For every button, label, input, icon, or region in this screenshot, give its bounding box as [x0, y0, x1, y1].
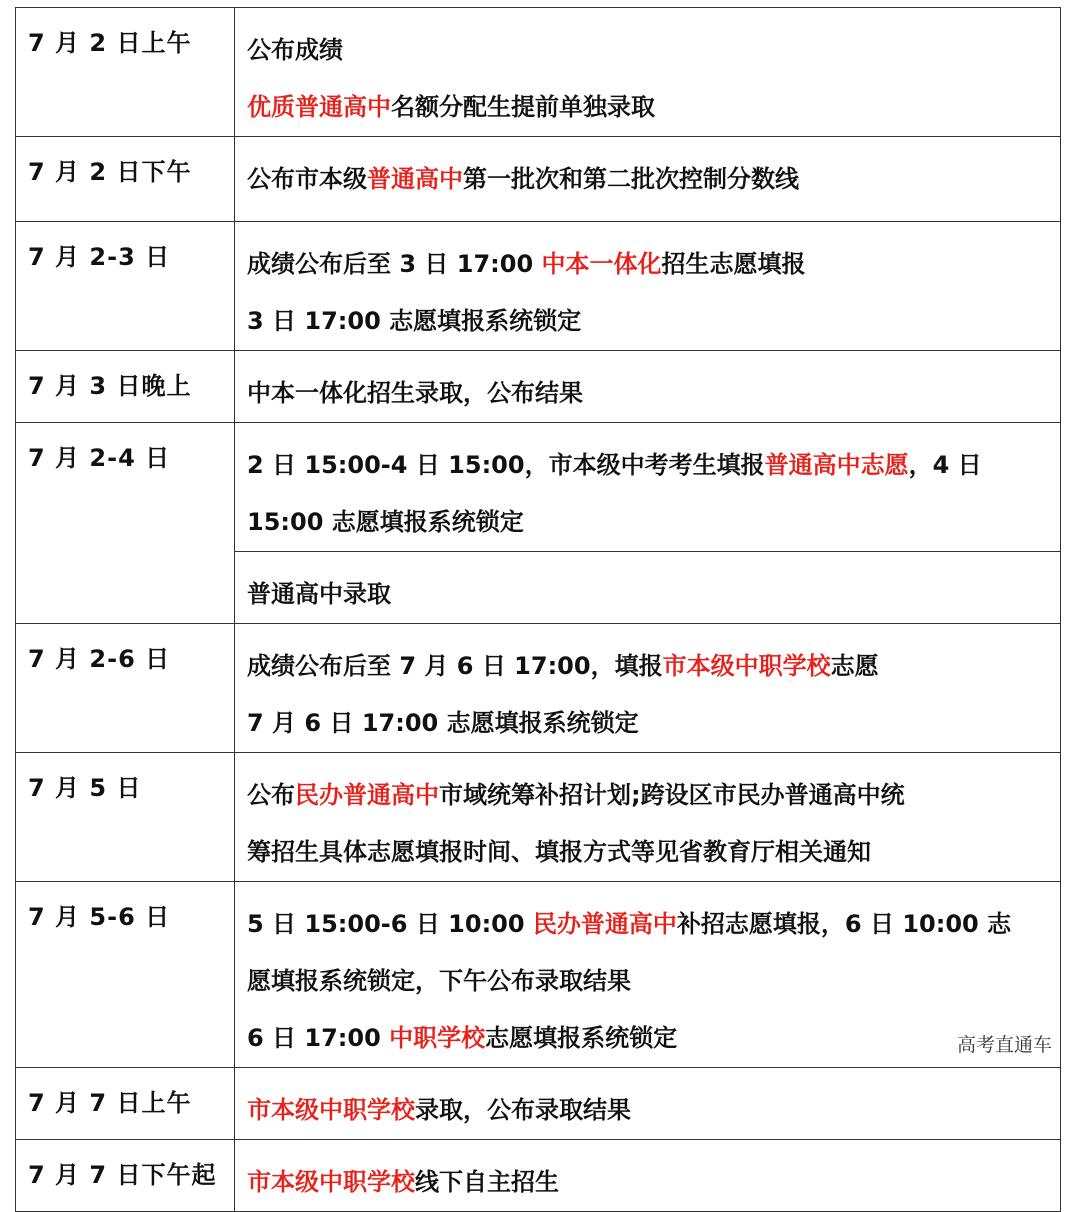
date-cell: 7 月 2-3 日	[16, 222, 235, 351]
content-line	[247, 566, 1050, 623]
content-line	[247, 767, 1050, 824]
date-cell: 7 月 7 日上午	[16, 1068, 235, 1140]
content-line	[247, 824, 1050, 881]
text-segment: ，4 日	[908, 451, 982, 479]
schedule-body	[16, 8, 1061, 1212]
date-cell: 7 月 2 日上午	[16, 8, 235, 137]
schedule-row	[16, 1140, 1061, 1212]
text-segment: 成绩公布后至 3 日 17:00	[247, 250, 542, 278]
highlight-text: 市本级中职学校	[662, 652, 831, 680]
text-segment: 志愿	[830, 652, 879, 680]
text-segment: 补招志愿填报，6 日 10:00 志	[676, 910, 1012, 938]
text-segment: 公布成绩	[247, 36, 343, 64]
content-cell	[235, 624, 1061, 753]
content-line	[247, 236, 1050, 293]
text-segment: 普通高中录取	[247, 580, 391, 608]
highlight-text: 市本级中职学校	[247, 1168, 415, 1196]
highlight-text: 优质普通高中	[247, 93, 391, 121]
highlight-text: 民办普通高中	[295, 781, 439, 809]
text-segment: 公布市本级	[247, 165, 367, 193]
date-cell: 7 月 5 日	[16, 753, 235, 882]
date-cell: 7 月 2-4 日	[16, 423, 235, 624]
highlight-text: 普通高中志愿	[764, 451, 909, 479]
highlight-text: 民办普通高中	[532, 910, 677, 938]
highlight-text: 中职学校	[389, 1024, 486, 1052]
content-line	[247, 1082, 1050, 1139]
text-segment: 中本一体化招生录取，公布结果	[247, 379, 583, 407]
text-segment: 市域统筹补招计划;跨设区市民办普通高中统	[439, 781, 905, 809]
content-line	[247, 638, 1050, 695]
highlight-text: 中本一体化	[541, 250, 662, 278]
content-cell	[235, 1068, 1061, 1140]
text-segment: 筹招生具体志愿填报时间、填报方式等见省教育厅相关通知	[247, 838, 871, 866]
schedule-row	[16, 137, 1061, 222]
schedule-row	[16, 423, 1061, 552]
highlight-text: 普通高中	[367, 165, 463, 193]
schedule-row	[16, 1068, 1061, 1140]
text-segment: 录取，公布录取结果	[415, 1096, 631, 1124]
date-cell: 7 月 2-6 日	[16, 624, 235, 753]
content-cell	[235, 137, 1061, 222]
content-cell	[235, 222, 1061, 351]
text-segment: 线下自主招生	[415, 1168, 559, 1196]
content-line	[247, 1154, 1050, 1211]
content-cell	[235, 552, 1061, 624]
text-segment: 7 月 6 日 17:00 志愿填报系统锁定	[247, 709, 639, 737]
schedule-row	[16, 8, 1061, 137]
schedule-row	[16, 882, 1061, 1068]
content-line	[247, 151, 1050, 208]
content-line	[247, 437, 1050, 494]
text-segment: 成绩公布后至 7 月 6 日 17:00，填报	[247, 652, 663, 680]
highlight-text: 市本级中职学校	[247, 1096, 415, 1124]
schedule-row	[16, 351, 1061, 423]
text-segment: 愿填报系统锁定，下午公布录取结果	[247, 967, 631, 995]
schedule-row	[16, 624, 1061, 753]
text-segment: 第一批次和第二批次控制分数线	[463, 165, 799, 193]
schedule-table	[15, 7, 1061, 1212]
text-segment: 志愿填报系统锁定	[485, 1024, 678, 1052]
content-line	[247, 79, 1050, 136]
date-cell: 7 月 2 日下午	[16, 137, 235, 222]
content-cell	[235, 351, 1061, 423]
content-line	[247, 1010, 1050, 1067]
content-line	[247, 365, 1050, 422]
text-segment: 6 日 17:00	[247, 1024, 390, 1052]
content-line	[247, 22, 1050, 79]
schedule-row	[16, 753, 1061, 882]
content-cell	[235, 8, 1061, 137]
text-segment: 公布	[247, 781, 295, 809]
content-cell	[235, 1140, 1061, 1212]
content-line	[247, 494, 1050, 551]
schedule-row	[16, 222, 1061, 351]
text-segment: 15:00 志愿填报系统锁定	[247, 508, 524, 536]
content-line	[247, 293, 1050, 350]
text-segment: 招生志愿填报	[661, 250, 806, 278]
text-segment: 2 日 15:00-4 日 15:00，市本级中考考生填报	[247, 451, 765, 479]
date-cell: 7 月 7 日下午起	[16, 1140, 235, 1212]
content-line	[247, 953, 1050, 1010]
content-cell	[235, 423, 1061, 552]
text-segment: 5 日 15:00-6 日 10:00	[247, 910, 533, 938]
content-cell	[235, 753, 1061, 882]
watermark: 高考直通车	[956, 1034, 1052, 1056]
content-line	[247, 896, 1050, 953]
date-cell: 7 月 3 日晚上	[16, 351, 235, 423]
content-cell	[235, 882, 1061, 1068]
text-segment: 名额分配生提前单独录取	[391, 93, 655, 121]
date-cell: 7 月 5-6 日	[16, 882, 235, 1068]
content-line	[247, 695, 1050, 752]
text-segment: 3 日 17:00 志愿填报系统锁定	[247, 307, 582, 335]
